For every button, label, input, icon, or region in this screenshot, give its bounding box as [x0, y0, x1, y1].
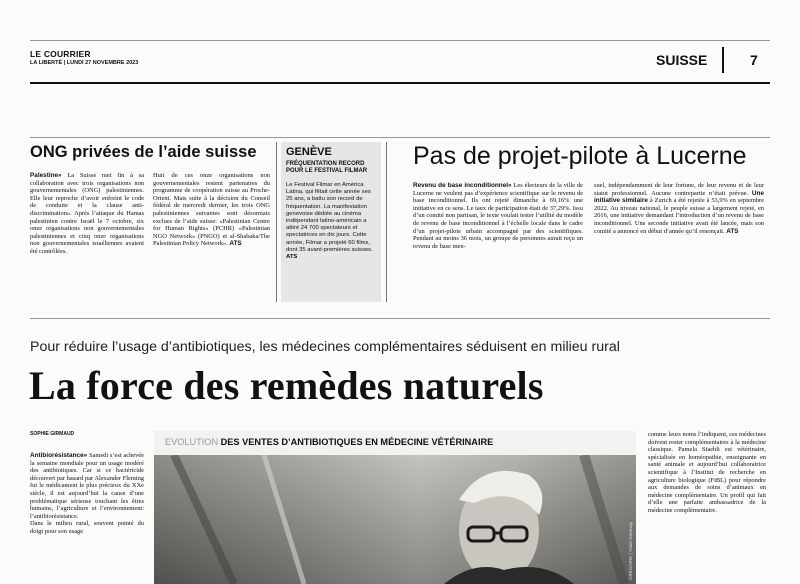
infographic-title-line: [165, 437, 493, 447]
article-ong-sign: ATS: [229, 240, 242, 248]
main-left-col: [30, 452, 144, 584]
brief-geneve-text: Le Festival Filmar en América Latina, qui fêtait cette année ses 25 ans, a battu son record de fréquentation. La manifestation genevoise dédiée au cinéma indépendant latino-américain a attiré 24 700 spectateurs et spectatrices en dix jours. Cette année, Filmar a projeté 60 films, dont 35 avant-premières suisses.: [286, 182, 373, 253]
article-lucerne-text3: à Zurich a été rejetée à 53,9% en septembre 2022. Au niveau national, le peuple suisse a largement rejeté, en 2016, une initiative demandant l’introduction d’un revenu de base inconditionnel. Une seconde initiative avait été lancée, mais son comité a annoncé en début d’année qu’il renonçait.: [594, 197, 764, 235]
article-ong-col1: [30, 172, 144, 300]
photo-illustration: [154, 455, 636, 584]
infographic-grey: EVOLUTION: [165, 437, 219, 447]
brief-geneve-kicker: GENÈVE: [286, 146, 332, 158]
main-byline: SOPHIE GIRMAUD: [30, 431, 75, 437]
masthead-date: LA LIBERTÉ | LUNDI 27 NOVEMBRE 2023: [30, 60, 139, 66]
section-divider: [722, 47, 724, 73]
article-lucerne-lead2: Une initiative similaire: [594, 189, 764, 205]
photo-credit: GRÉGOIRE | Yvain Genevay: [628, 521, 633, 580]
article-lucerne-lead: Revenu de base inconditionnel»: [413, 182, 512, 189]
article-ong-lead: Palestine»: [30, 172, 62, 179]
article-lucerne-col2: [594, 182, 764, 302]
main-headline: La force des remèdes naturels: [29, 363, 544, 408]
masthead-paper: LE COURRIER: [30, 49, 91, 59]
brief-geneve-body: [286, 182, 378, 300]
article-lucerne-sign: ATS: [726, 227, 739, 235]
article-ong-title: ONG privées de l’aide suisse: [30, 143, 257, 161]
article-ong-col2: [153, 172, 270, 300]
article-lucerne-title: Pas de projet-pilote à Lucerne: [413, 142, 747, 170]
main-left-text2: Dans le milieu rural, souvent pointé du doigt pour son usage: [30, 520, 144, 535]
article-ong-text1: La Suisse met fin à sa collaboration avec trois organisations non gouvernementales (ONG) palestiniennes. Elle leur reproche d’avoir enfreint le code de conduite et la clause anti-discrimination». Après l’attaque du Hamas palestinien contre Israël le 7 octobre, six onze organisations non gouvernementales palestiniennes et cinq onze organisations non gouvernementales israéliennes avaient été contrôlées.: [30, 172, 144, 255]
brief-geneve-title: FRÉQUENTATION RECORD POUR LE FESTIVAL FILMAR: [286, 161, 368, 174]
main-overline: Pour réduire l’usage d’antibiotiques, les médecines complémentaires séduisent en milieu rural: [30, 339, 620, 355]
main-right-col: [648, 431, 766, 584]
article-lucerne-col1: [413, 182, 583, 302]
article-lucerne-text2: suel, indépendamment de leur fortune, de leur revenu et de leur statut professionnel. Aucune contrepartie n’était prévue.: [594, 182, 764, 197]
main-right-text: comme leurs noms l’indiquent, ces médecines doivent rester complémentaires à la médecine classique. Pamela Staehli est vétérinaire, spécialisée en homéopathie, enseignante en santé animale et aujourd’hui collaboratrice scientifique à l’Institut de recherche en agriculture biologique (FiBL) pour répondre aux demandes de soins d’animaux en médecine complémentaire. Un profil qui fait d’elle une parfaite ambassadrice de la médecine complémentaire.: [648, 431, 766, 514]
main-left-text: Samedi s’est achevée la semaine mondiale pour un usage modéré des antibiotiques. Car si ce bactéricide découvert par hasard par Alexander Fleming fut le médicament le plus précieux du XXe siècle, il est aujourd’hui la cause d’une problématique sérieuse touchant les êtres humains, l’agriculture et l’environnement: l’antibiorésistance.: [30, 452, 144, 520]
page-number: 7: [750, 52, 758, 68]
brief-geneve-sign: ATS: [286, 254, 298, 261]
infographic-title: DES VENTES D’ANTIBIOTIQUES EN MÉDECINE VÉTÉRINAIRE: [220, 437, 494, 447]
photo: [154, 455, 636, 584]
main-left-lead: Antibiorésistance»: [30, 452, 88, 459]
section-label: SUISSE: [656, 52, 708, 68]
article-lucerne-text1: Les électeurs de la ville de Lucerne ne veulent pas d’expérience scientifique sur le revenu de base inconditionnel. Ils ont rejeté dimanche à 69,16% une initiative en ce sens. Le taux de participation était de 37,29%. Issu d’un comité non partisan, le texte voulait tester l’utilité du modèle de revenu de base inconditionnel à l’échelle locale dans le cadre d’un projet-pilote urbain accompagné par des scientifiques. Pendant au moins 36 mois, un groupe de personnes aurait reçu un revenu de base men-: [413, 182, 583, 250]
article-ong-text2: Huit de ces onze organisations non gouvernementales restent partenaires du programme de coopération suisse au Proche-Orient. Mais suite à la décision du Conseil fédéral de mercredi dernier, les trois ONG palestiniennes suivantes sont désormais exclues de l’aide suisse: «Palestinian Centre for Human Rights» (PCHR) «Palestinian NGO Network» (PNGO) et al-Shabaka/The Palestinian Policy Network».: [153, 172, 270, 248]
